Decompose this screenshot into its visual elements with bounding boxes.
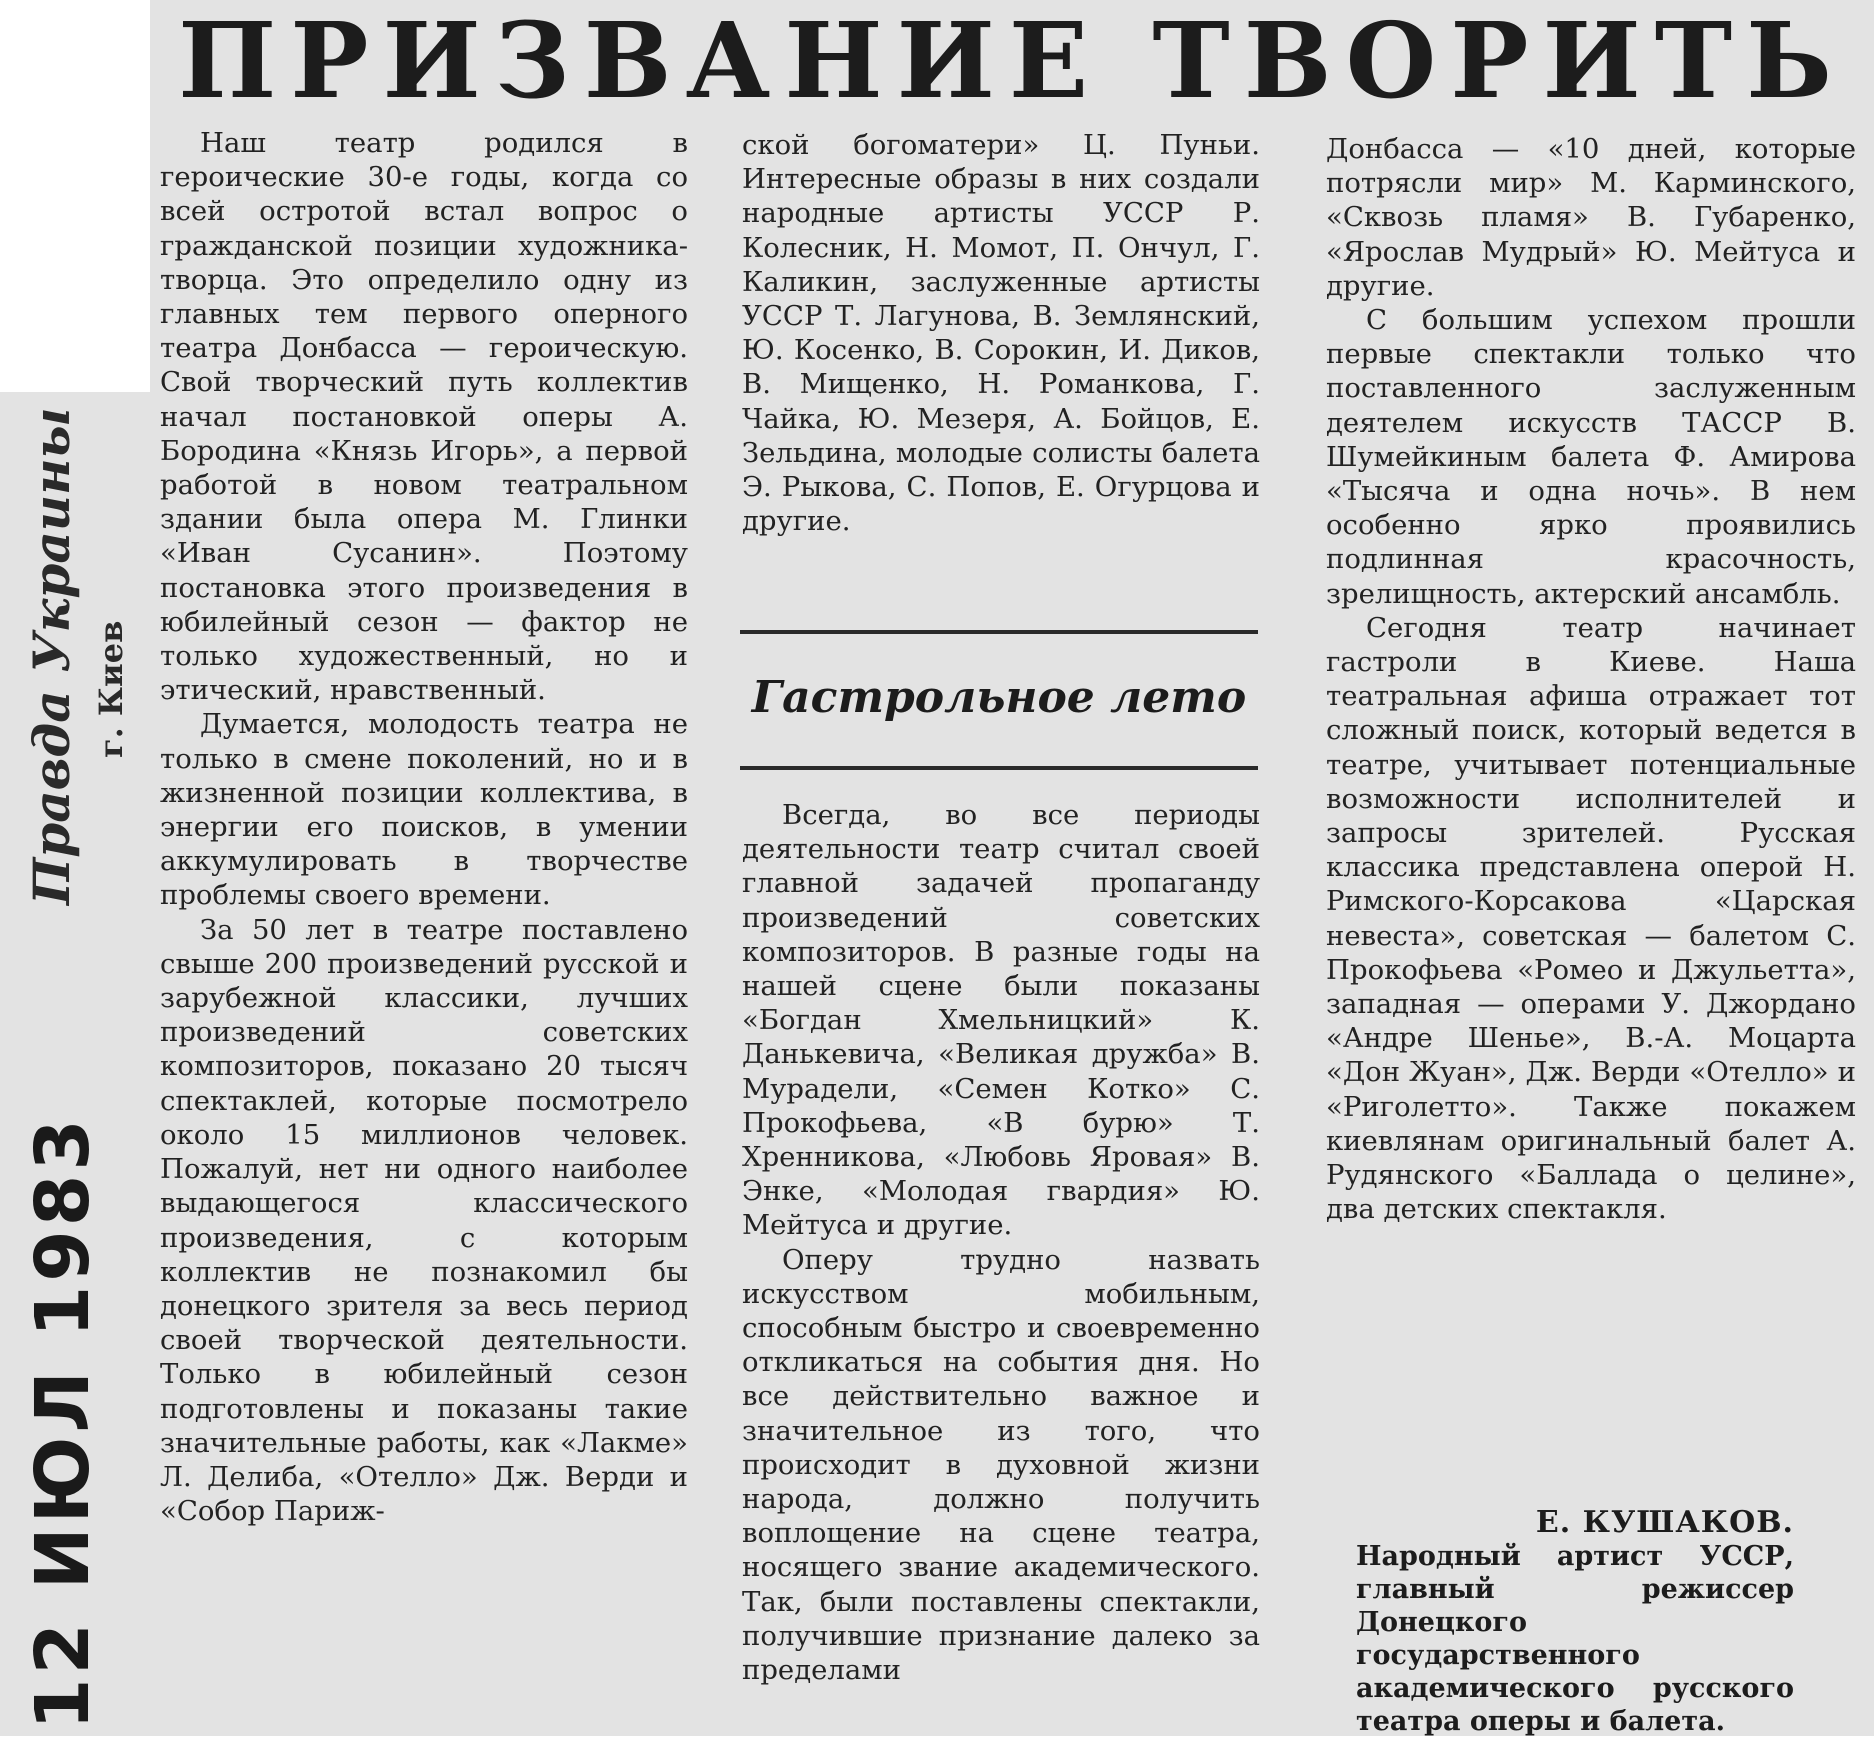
paragraph: Всегда, во все периоды деятельности театр считал своей главной задачей пропаганду произведений советских композиторов. В разные годы на нашей сцене были показаны «Богдан Хмельницкий» К. Данькевича, «Великая дружба» В. Мурадели, «Семен Котко» С. Прокофьева, «В бурю» Т. Хренникова, «Любовь Яровая» В. Энке, «Молодая гвардия» Ю. Мейтуса и другие. xyxy=(742,799,1260,1242)
paragraph: Наш театр родился в героические 30-е годы, когда со всей остротой встал вопрос о гражданской позиции художника-творца. Это определило одну из главных тем первого оперного театра Донбасса — героическую. Свой творческий путь коллектив начал постановкой оперы А. Бородина «Князь Игорь», а первой работой в новом театральном здании была опера М. Глинки «Иван Сусанин». Поэтому постановка этого произведения в юбилейный сезон — фактор не только художественный, но и этический, нравственный. xyxy=(160,127,688,707)
section-subhead: Гастрольное лето xyxy=(751,672,1247,723)
paragraph: С большим успехом прошли первые спектакли только что поставленного заслуженным деятелем искусств ТАССР В. Шумейкиным балета Ф. Амирова «Тысяча и одна ночь». В нем особенно ярко проявились подлинная красочность, зрелищность, актерский ансамбль. xyxy=(1326,304,1856,610)
author-signature xyxy=(1356,1506,1794,1738)
article-column-3 xyxy=(1326,132,1856,1227)
subhead-rule-bottom xyxy=(740,766,1258,770)
author-title: Народный артист УССР, главный режиссер Донецкого государственного академического русского театра оперы и балета. xyxy=(1356,1541,1794,1737)
paragraph: Оперу трудно назвать искусством мобильным, способным быстро и своевременно откликаться на события дня. Но все действительно важное и значительное из того, что происходит в духовной жизни народа, должно получить воплощение на сцене театра, носящего звание академического. Так, были поставлены спектакли, получившие признание далеко за пределами xyxy=(742,1243,1260,1687)
subhead-rule-top xyxy=(740,630,1258,634)
article-headline: ПРИЗВАНИЕ ТВОРИТЬ xyxy=(178,0,1846,122)
article-column-2-top xyxy=(742,128,1260,538)
article-column-1 xyxy=(160,126,688,1528)
author-name: Е. КУШАКОВ. xyxy=(1535,1505,1794,1540)
date-stamp: 12 ИЮЛ 1983 xyxy=(20,1115,106,1730)
paragraph: За 50 лет в театре поставлено свыше 200 произведений русской и зарубежной классики, лучших произведений советских композиторов, показано 20 тысяч спектаклей, которые посмотрело около 15 миллионов человек. Пожалуй, нет ни одного наиболее выдающегося классического произведения, с которым коллектив не познакомил бы донецкого зрителя за весь период своей творческой деятельности. Только в юбилейный сезон подготовлены и показаны такие значительные работы, как «Лакме» Л. Делиба, «Отелло» Дж. Верди и «Собор Париж- xyxy=(160,913,688,1528)
paragraph: Думается, молодость театра не только в смене поколений, но и в жизненной позиции коллектива, в энергии его поисков, в умении аккумулировать в творчестве проблемы своего времени. xyxy=(160,708,688,912)
paragraph: Сегодня театр начинает гастроли в Киеве. Наша театральная афиша отражает тот сложный поиск, который ведется в театре, учитывает потенциальные возможности исполнителей и запросы зрителей. Русская классика представлена оперой Н. Римского-Корсакова «Царская невеста», советская — балетом С. Прокофьева «Ромео и Джульетта», западная — операми У. Джордано «Андре Шенье», В.-А. Моцарта «Дон Жуан», Дж. Верди «Отелло» и «Риголетто». Также покажем киевлянам оригинальный балет А. Рудянского «Баллада о целине», два детских спектакля. xyxy=(1326,611,1856,1226)
newspaper-name-stamp: Правда Украины xyxy=(22,407,81,905)
paragraph: Донбасса — «10 дней, которые потрясли мир» М. Карминского, «Сквозь пламя» В. Губаренко, «Ярослав Мудрый» Ю. Мейтуса и другие. xyxy=(1326,133,1856,302)
paragraph: ской богоматери» Ц. Пуньи. Интересные образы в них создали народные артисты УССР Р. Колесник, Н. Момот, П. Ончул, Г. Каликин, заслуженные артисты УССР Т. Лагунова, В. Землянский, Ю. Косенко, В. Сорокин, И. Диков, В. Мищенко, Н. Романкова, Г. Чайка, Ю. Мезеря, А. Бойцов, Е. Зельдина, молодые солисты балета Э. Рыкова, С. Попов, Е. Огурцова и другие. xyxy=(742,129,1260,538)
city-stamp: г. Киев xyxy=(92,620,130,758)
article-column-2-body xyxy=(742,798,1260,1687)
